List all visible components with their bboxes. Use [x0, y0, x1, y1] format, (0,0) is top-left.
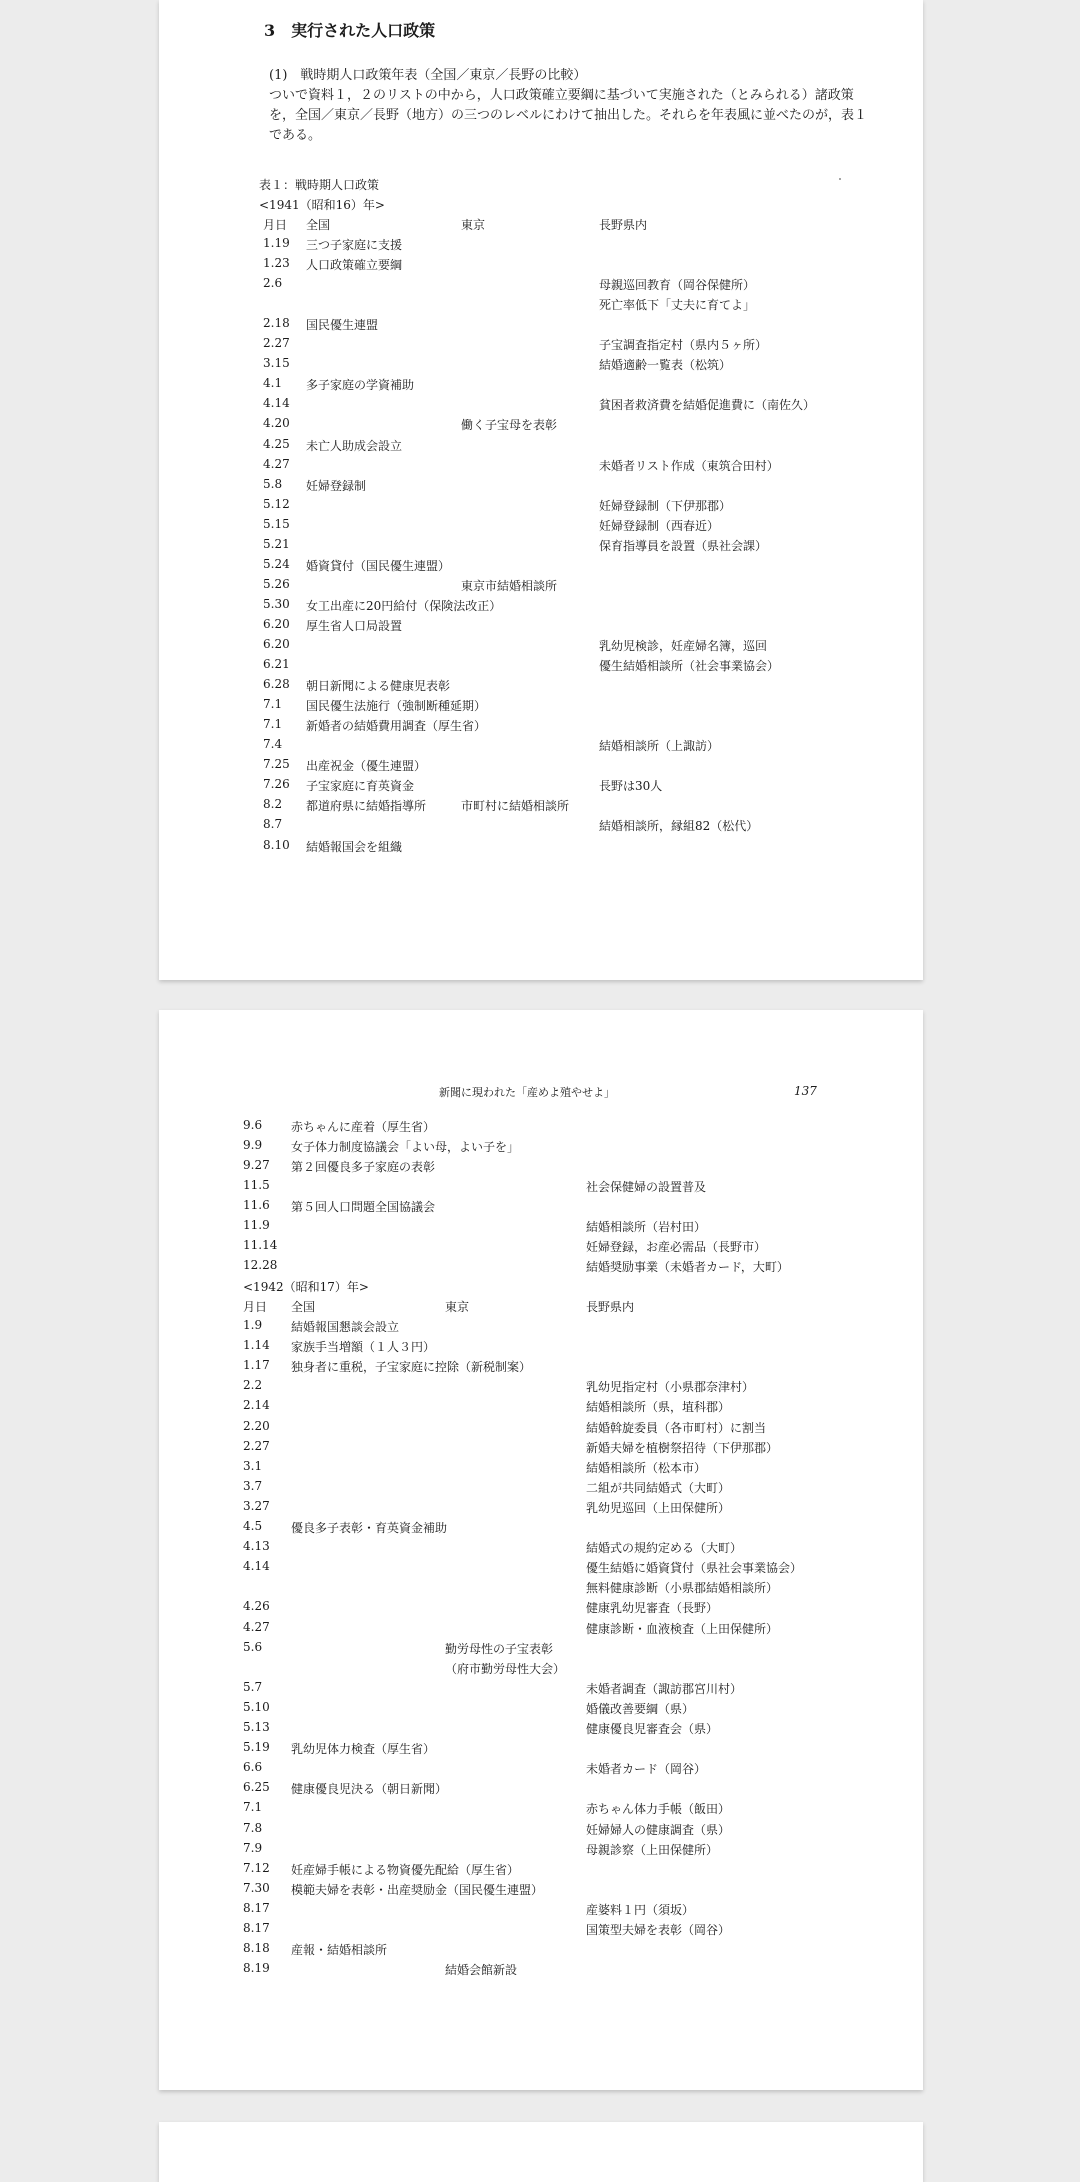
- row-date: 6.6: [243, 1760, 263, 1775]
- header-nagano: 長野県内: [586, 1300, 635, 1314]
- row-date: 2.2: [243, 1378, 263, 1393]
- table-row: [159, 1680, 923, 1700]
- row-date: 7.8: [243, 1820, 263, 1835]
- table-row: [159, 1720, 923, 1740]
- row-tokyo: 勤労母性の子宝表彰: [445, 1641, 554, 1656]
- row-nagano: 未婚者リスト作成（東筑合田村）: [599, 458, 779, 473]
- table-row: [159, 1941, 923, 1961]
- table-row: [159, 1398, 923, 1418]
- table-row: [159, 1439, 923, 1459]
- row-date: 8.17: [243, 1921, 270, 1935]
- row-date: 5.12: [263, 496, 290, 511]
- row-date: 6.28: [263, 677, 290, 692]
- row-national: 家族手当増額（１人３円）: [291, 1340, 436, 1355]
- row-nagano: 乳幼児指定村（小県郡奈津村）: [586, 1380, 755, 1395]
- row-national: 優良多子表彰・育英資金補助: [291, 1521, 448, 1535]
- row-date: 11.5: [243, 1178, 270, 1192]
- row-national: 乳幼児体力検査（厚生省）: [291, 1742, 436, 1757]
- header-national: 全国: [306, 218, 331, 232]
- table-row: [159, 517, 923, 537]
- row-date: 5.21: [263, 536, 290, 551]
- row-national: 国民優生法施行（強制断種延期）: [306, 699, 487, 714]
- table-row: [159, 657, 923, 677]
- row-national: 妊産婦手帳による物資優先配給（厚生省）: [291, 1862, 520, 1877]
- subsection-heading: (1) 戦時期人口政策年表（全国／東京／長野の比較）: [269, 68, 587, 83]
- table-row: [159, 597, 923, 617]
- table-row: [159, 1258, 923, 1278]
- table-row: [159, 1238, 923, 1258]
- row-date: 1.23: [263, 256, 290, 271]
- table-row: [159, 416, 923, 436]
- table-row: [159, 296, 923, 316]
- row-date: 5.7: [243, 1679, 263, 1694]
- table-row: [159, 1821, 923, 1841]
- row-date: 8.7: [263, 817, 283, 832]
- table-row: [159, 477, 923, 497]
- header-date: 月日: [263, 218, 288, 232]
- row-national: 女子体力制度協議会「よい母，よい子を」: [291, 1140, 520, 1154]
- table-row: [159, 1419, 923, 1439]
- row-date: 3.1: [243, 1458, 263, 1473]
- row-date: 3.27: [243, 1498, 270, 1513]
- row-date: 2.20: [243, 1418, 270, 1433]
- row-date: 2.27: [243, 1438, 270, 1453]
- row-nagano: 結婚斡旋委員（各市町村）に割当: [586, 1420, 767, 1435]
- table-row: [159, 1519, 923, 1539]
- row-date: 11.9: [243, 1218, 270, 1232]
- table-row: [159, 1760, 923, 1780]
- table-row: [159, 1358, 923, 1378]
- row-date: 3.7: [243, 1478, 263, 1493]
- header-date: 月日: [243, 1300, 268, 1314]
- row-date: 5.13: [243, 1720, 270, 1734]
- table-row: [159, 1660, 923, 1680]
- row-nagano: 子宝調査指定村（県内５ヶ所）: [599, 338, 768, 353]
- row-date: 4.14: [243, 1559, 270, 1574]
- table-row: [159, 437, 923, 457]
- row-date: 5.19: [243, 1740, 270, 1755]
- row-date: 9.6: [243, 1118, 263, 1132]
- row-date: 4.13: [243, 1539, 270, 1554]
- row-nagano: 結婚式の規約定める（大町）: [586, 1541, 743, 1556]
- row-national: 人口政策確立要綱: [306, 258, 403, 273]
- row-nagano: 妊婦登録制（西春近）: [599, 518, 720, 533]
- row-national: 厚生省人口局設置: [306, 618, 403, 633]
- row-national: 新婚者の結婚費用調査（厚生省）: [306, 719, 487, 734]
- table-row: [159, 256, 923, 276]
- row-nagano: 母親巡回教育（岡谷保健所）: [599, 278, 756, 293]
- row-nagano: 赤ちゃん体力手帳（飯田）: [586, 1802, 731, 1817]
- row-date: 6.25: [243, 1780, 270, 1795]
- row-date: 7.12: [243, 1860, 270, 1875]
- row-date: 7.1: [243, 1800, 263, 1815]
- table-row: [159, 1599, 923, 1619]
- row-date: 5.15: [263, 516, 290, 531]
- row-date: 4.26: [243, 1599, 270, 1614]
- table-row: [159, 1218, 923, 1238]
- row-date: 4.27: [243, 1619, 270, 1634]
- table-row: [159, 356, 923, 376]
- table-row: [159, 1539, 923, 1559]
- table-row: [159, 1700, 923, 1720]
- row-nagano: 無料健康診断（小県郡結婚相談所）: [586, 1581, 779, 1596]
- table-row: [159, 637, 923, 657]
- table-row: [159, 1961, 923, 1981]
- row-nagano: 母親診察（上田保健所）: [586, 1842, 719, 1857]
- row-date: 2.18: [263, 316, 290, 331]
- row-nagano: 死亡率低下「丈夫に育てよ」: [599, 298, 756, 313]
- table-row: [159, 1198, 923, 1218]
- row-nagano: 結婚相談所（岩村田）: [586, 1220, 707, 1234]
- row-date: 1.9: [243, 1318, 263, 1332]
- table-row: [159, 1318, 923, 1338]
- row-date: 9.9: [243, 1138, 263, 1152]
- row-national: 女工出産に20円給付（保険法改正）: [306, 598, 502, 613]
- table-row: [159, 457, 923, 477]
- row-date: 7.30: [243, 1880, 270, 1895]
- row-date: 6.20: [263, 616, 290, 631]
- row-date: 11.14: [243, 1238, 278, 1252]
- table-row: [159, 797, 923, 817]
- row-nagano: 優生結婚に婚資貸付（県社会事業協会）: [586, 1561, 803, 1576]
- row-nagano: 国策型夫婦を表彰（岡谷）: [586, 1923, 731, 1937]
- row-date: 7.9: [243, 1840, 263, 1855]
- row-nagano: 未婚者調査（諏訪郡宮川村）: [586, 1681, 743, 1696]
- row-national: 国民優生連盟: [306, 318, 379, 333]
- header-tokyo: 東京: [445, 1300, 470, 1314]
- row-national: 産報・結婚相談所: [291, 1943, 388, 1958]
- row-date: 7.4: [263, 737, 283, 752]
- row-nagano: 妊婦登録，お産必需品（長野市）: [586, 1240, 767, 1254]
- table-row: [159, 236, 923, 256]
- row-national: 未亡人助成会設立: [306, 438, 403, 453]
- row-date: 1.19: [263, 236, 290, 250]
- row-date: 7.26: [263, 777, 290, 792]
- table-row: [159, 1640, 923, 1660]
- row-date: 4.25: [263, 436, 290, 451]
- table-title: 表１：戦時期人口政策: [259, 178, 380, 192]
- row-national: 結婚報国会を組織: [306, 839, 403, 854]
- row-nagano: 産婆料１円（須坂）: [586, 1902, 695, 1917]
- row-date: 12.28: [243, 1258, 278, 1272]
- row-national: 朝日新聞による健康児表彰: [306, 679, 451, 694]
- row-tokyo: 働く子宝母を表彰: [461, 418, 558, 433]
- row-national: 多子家庭の学資補助: [306, 378, 415, 393]
- table-row: [159, 1800, 923, 1820]
- row-date: 6.20: [263, 637, 290, 651]
- row-date: 5.6: [243, 1639, 263, 1654]
- table-row: [159, 336, 923, 356]
- row-nagano: 妊婦登録制（下伊那郡）: [599, 498, 732, 513]
- row-date: 2.6: [263, 276, 283, 291]
- table-row: [159, 1780, 923, 1800]
- table-row: [159, 1459, 923, 1479]
- table-row: [159, 1158, 923, 1178]
- table-row: [159, 537, 923, 557]
- section-heading: [264, 18, 435, 41]
- document-page-2: [159, 1010, 923, 2090]
- row-date: 5.24: [263, 556, 290, 571]
- row-nagano: 二組が共同結婚式（大町）: [586, 1480, 731, 1495]
- row-nagano: 未婚者カード（岡谷）: [586, 1762, 707, 1777]
- row-tokyo: 市町村に結婚相談所: [461, 799, 570, 814]
- page-number: 137: [794, 1084, 817, 1098]
- row-national: 健康優良児決る（朝日新聞）: [291, 1782, 448, 1797]
- row-nagano: 結婚相談所，縁組82（松代）: [599, 819, 759, 834]
- row-date: 5.10: [243, 1699, 270, 1714]
- row-nagano: 保育指導員を設置（県社会課）: [599, 538, 768, 553]
- header-tokyo: 東京: [461, 218, 486, 232]
- row-date: 4.20: [263, 416, 290, 431]
- row-date: 3.15: [263, 356, 290, 371]
- row-nagano: 社会保健婦の設置普及: [586, 1180, 707, 1194]
- table-row: [159, 617, 923, 637]
- row-date: 7.1: [263, 697, 283, 712]
- section-title: 実行された人口政策: [291, 21, 436, 40]
- row-date: 5.26: [263, 576, 290, 591]
- row-date: 2.14: [243, 1398, 270, 1413]
- table-row: [159, 1841, 923, 1861]
- row-date: 1.17: [243, 1358, 270, 1373]
- row-nagano: 健康診断・血液検査（上田保健所）: [586, 1621, 779, 1636]
- table-row: [159, 1178, 923, 1198]
- row-date: 8.2: [263, 797, 283, 812]
- table-row: [159, 497, 923, 517]
- row-national: 第２回優良多子家庭の表彰: [291, 1160, 436, 1174]
- row-nagano: 健康優良児審査会（県）: [586, 1722, 719, 1736]
- row-national: 第５回人口問題全国協議会: [291, 1200, 436, 1214]
- document-page-1: [159, 0, 923, 980]
- row-date: 7.25: [263, 757, 290, 772]
- section-number: 3: [264, 21, 276, 40]
- row-nagano: 結婚奨励事業（未婚者カード，大町）: [586, 1260, 789, 1274]
- running-head: 新聞に現われた「産めよ殖やせよ」: [439, 1086, 615, 1099]
- intro-paragraph: ついで資料１，２のリストの中から，人口政策確立要綱に基づいて実施された（とみられる）諸政策を，全国／東京／長野（地方）の三つのレベルにわけて抽出した。それらを年表風に並べたのが，表１である。: [269, 88, 868, 143]
- row-nagano: 健康乳幼児審査（長野）: [586, 1601, 719, 1616]
- row-date: 5.30: [263, 596, 290, 611]
- row-date: 8.10: [263, 837, 290, 852]
- row-date: 4.5: [243, 1519, 263, 1533]
- row-date: 8.18: [243, 1941, 270, 1956]
- row-date: 4.27: [263, 456, 290, 471]
- row-nagano: 妊婦婦人の健康調査（県）: [586, 1822, 731, 1837]
- row-tokyo: （府市勤労母性大会）: [445, 1661, 566, 1676]
- table-row: [159, 1499, 923, 1519]
- row-national: 妊婦登録制: [306, 478, 367, 493]
- header-national: 全国: [291, 1300, 316, 1314]
- row-nagano: 優生結婚相談所（社会事業協会）: [599, 659, 780, 674]
- table-row: [159, 316, 923, 336]
- table-row: [159, 1559, 923, 1579]
- year-heading-1942: <1942（昭和17）年>: [243, 1280, 369, 1294]
- table-row: [159, 838, 923, 858]
- row-national: 独身者に重税，子宝家庭に控除（新税制案）: [291, 1360, 532, 1375]
- row-national: 赤ちゃんに産着（厚生省）: [291, 1120, 436, 1134]
- row-nagano: 結婚相談所（松本市）: [586, 1460, 707, 1475]
- table-row: [159, 1881, 923, 1901]
- row-nagano: 貧困者救済費を結婚促進費に（南佐久）: [599, 398, 816, 413]
- row-date: 4.1: [263, 376, 283, 391]
- document-page-3: [159, 2122, 923, 2182]
- row-national: 出産祝金（優生連盟）: [306, 759, 427, 774]
- row-nagano: 結婚適齢一覧表（松筑）: [599, 358, 732, 373]
- row-national: 都道府県に結婚指導所: [306, 799, 427, 814]
- row-nagano: 結婚相談所（県，埴科郡）: [586, 1400, 731, 1415]
- table-row: [159, 677, 923, 697]
- row-tokyo: 結婚会館新設: [445, 1963, 518, 1978]
- table-row: [159, 1338, 923, 1358]
- row-date: 1.14: [243, 1338, 270, 1353]
- row-tokyo: 東京市結婚相談所: [461, 578, 558, 593]
- table-row: [159, 757, 923, 777]
- scan-speck: [839, 178, 841, 180]
- row-date: 5.8: [263, 476, 283, 491]
- table-row: [159, 1901, 923, 1921]
- table-row: [159, 1861, 923, 1881]
- row-nagano: 婚儀改善要綱（県）: [586, 1701, 695, 1716]
- row-nagano: 乳幼児巡回（上田保健所）: [586, 1500, 731, 1515]
- row-date: 8.17: [243, 1900, 270, 1915]
- row-national: 子宝家庭に育英資金: [306, 779, 415, 794]
- year-heading-1941: <1941（昭和16）年>: [259, 198, 385, 212]
- table-row: [159, 697, 923, 717]
- row-date: 11.6: [243, 1198, 270, 1212]
- row-national: 結婚報国懇談会設立: [291, 1320, 400, 1334]
- table-row: [159, 1579, 923, 1599]
- table-row: [159, 1378, 923, 1398]
- row-date: 9.27: [243, 1158, 270, 1172]
- row-national: 三つ子家庭に支援: [306, 238, 403, 252]
- row-national: 模範夫婦を表彰・出産奨励金（国民優生連盟）: [291, 1882, 544, 1897]
- table-row: [159, 396, 923, 416]
- table-row: [159, 376, 923, 396]
- row-national: 婚資貸付（国民優生連盟）: [306, 558, 451, 573]
- table-row: [159, 1138, 923, 1158]
- table-row: [159, 737, 923, 757]
- table-row: [159, 1479, 923, 1499]
- table-row: [159, 817, 923, 837]
- row-date: 4.14: [263, 396, 290, 411]
- table-row: [159, 777, 923, 797]
- table-row: [159, 1921, 923, 1941]
- table-row: [159, 577, 923, 597]
- row-date: 6.21: [263, 657, 290, 672]
- row-date: 8.19: [243, 1961, 270, 1976]
- table-row: [159, 276, 923, 296]
- row-date: 2.27: [263, 336, 290, 351]
- table-row: [159, 717, 923, 737]
- table-row: [159, 557, 923, 577]
- row-nagano: 新婚夫婦を植樹祭招待（下伊那郡）: [586, 1440, 779, 1455]
- row-nagano: 長野は30人: [599, 779, 663, 794]
- row-nagano: 乳幼児検診，妊産婦名簿，巡回: [599, 639, 768, 653]
- header-nagano: 長野県内: [599, 218, 648, 232]
- table-row: [159, 1620, 923, 1640]
- table-row: [159, 1118, 923, 1138]
- row-date: 7.1: [263, 717, 283, 732]
- row-nagano: 結婚相談所（上諏訪）: [599, 739, 720, 754]
- table-row: [159, 1740, 923, 1760]
